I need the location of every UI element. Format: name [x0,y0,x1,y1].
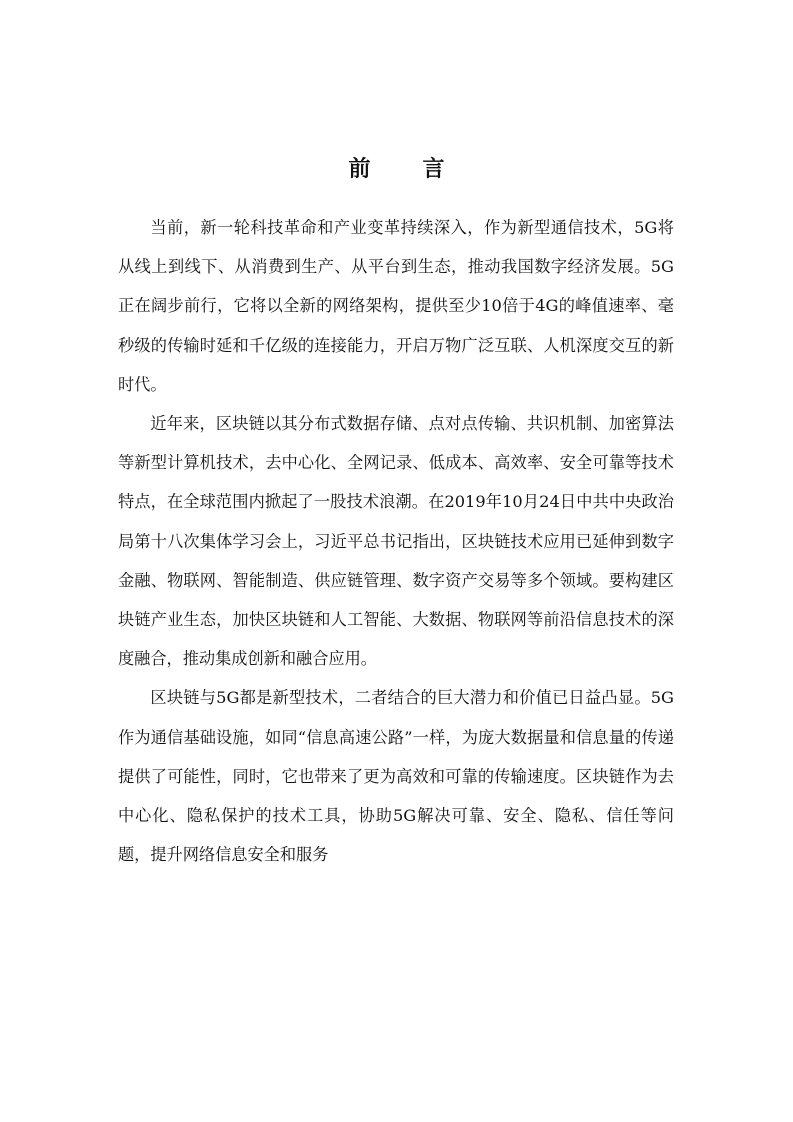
body-text [118,208,674,874]
paragraph-1: 当前，新一轮科技革命和产业变革持续深入，作为新型通信技术，5G将从线上到线下、从消费到生产、从平台到生态，推动我国数字经济发展。5G正在阔步前行，它将以全新的网络架构，提供至少10倍于4G的峰值速率、毫秒级的传输时延和千亿级的连接能力，开启万物广泛互联、人机深度交互的新时代。 [118,218,674,394]
page-title: 前言 [348,157,497,182]
paragraph-2: 近年来，区块链以其分布式数据存储、点对点传输、共识机制、加密算法等新型计算机技术，去中心化、全网记录、低成本、高效率、安全可靠等技术特点，在全球范围内掀起了一股技术浪潮。在2019年10月24日中共中央政治局第十八次集体学习会上，习近平总书记指出，区块链技术应用已延伸到数字金融、物联网、智能制造、供应链管理、数字资产交易等多个领域。要构建区块链产业生态，加快区块链和人工智能、大数据、物联网等前沿信息技术的深度融合，推动集成创新和融合应用。 [118,414,674,669]
paragraph-3: 区块链与5G都是新型技术，二者结合的巨大潜力和价值已日益凸显。5G作为通信基础设施，如同“信息高速公路”一样，为庞大数据量和信息量的传递提供了可能性，同时，它也带来了更为高效和可靠的传输速度。区块链作为去中心化、隐私保护的技术工具，协助5G解决可靠、安全、隐私、信任等问题，提升网络信息安全和服务 [118,688,674,865]
